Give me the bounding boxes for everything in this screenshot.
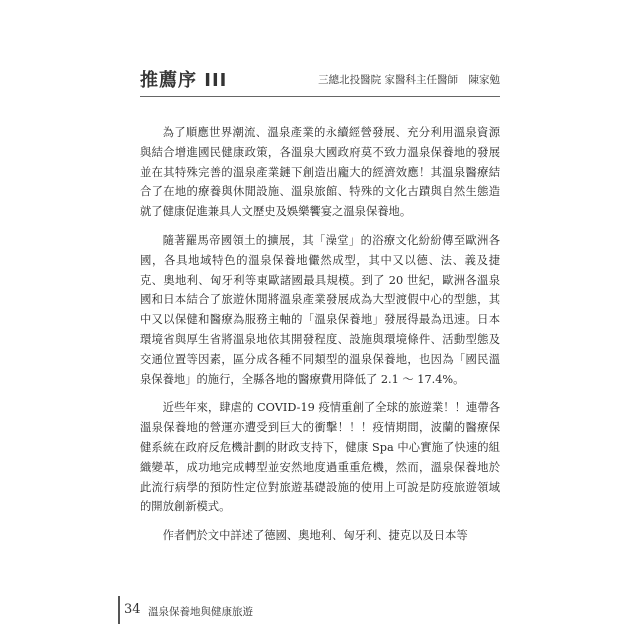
paragraph-3: 近些年來，肆虐的 COVID-19 疫情重創了全球的旅遊業！！連帶各溫泉保養地的營運亦遭受到巨大的衝擊！！！疫情期間，波蘭的醫療保健系統在政府反危機計劃的財政支持下，健康 Spa 中心實施了快速的組織變革，成功地完成轉型並安然地度過重重危機，然而，溫泉保養地於此流行病學的預防性定位對旅遊基礎設施的使用上可說是防疫旅遊領域的開放創新模式。 bbox=[140, 401, 500, 514]
page-footer bbox=[118, 596, 318, 626]
header-divider bbox=[140, 96, 500, 97]
footer-divider bbox=[118, 596, 120, 624]
paragraph-2: 隨著羅馬帝國領土的擴展，其「澡堂」的浴療文化紛紛傳至歐洲各國，各具地域特色的溫泉保養地儼然成型，其中又以德、法、義及捷克、奧地利、匈牙利等東歐諸國最具規模。到了 20 世紀，歐洲各溫泉國和日本結合了旅遊休閒將溫泉產業發展成為大型渡假中心的型態，其中又以保健和醫療為服務主軸的「溫泉保養地」發展得最為迅速。日本環境省與厚生省將溫泉地依其開發程度、設施與環境條件、活動型態及交通位置等因素，區分成各種不同類型的溫泉保養地，也因為「國民溫泉保養地」的施行，全縣各地的醫療費用降低了 2.1 ～ 17.4%。 bbox=[140, 233, 500, 386]
paragraph-4: 作者們於文中詳述了德國、奧地利、匈牙利、捷克以及日本等 bbox=[162, 529, 468, 543]
body-text bbox=[140, 123, 500, 555]
book-title: 溫泉保養地與健康旅遊 bbox=[148, 606, 253, 618]
author-line: 三總北投醫院 家醫科主任醫師 陳家勉 bbox=[318, 74, 500, 86]
page-header bbox=[140, 64, 500, 94]
page-number: 34 bbox=[124, 602, 141, 617]
section-title: 推薦序 III bbox=[140, 70, 228, 91]
paragraph-1: 為了順應世界潮流、溫泉產業的永續經營發展、充分利用溫泉資源與結合增進國民健康政策，各溫泉大國政府莫不致力溫泉保養地的發展並在其特殊完善的溫泉產業鏈下創造出龐大的經濟效應！其溫泉醫療結合了在地的療養與休閒設施、溫泉旅館、特殊的文化古蹟與自然生態造就了健康促進兼具人文歷史及娛樂饗宴之溫泉保養地。 bbox=[140, 126, 500, 219]
